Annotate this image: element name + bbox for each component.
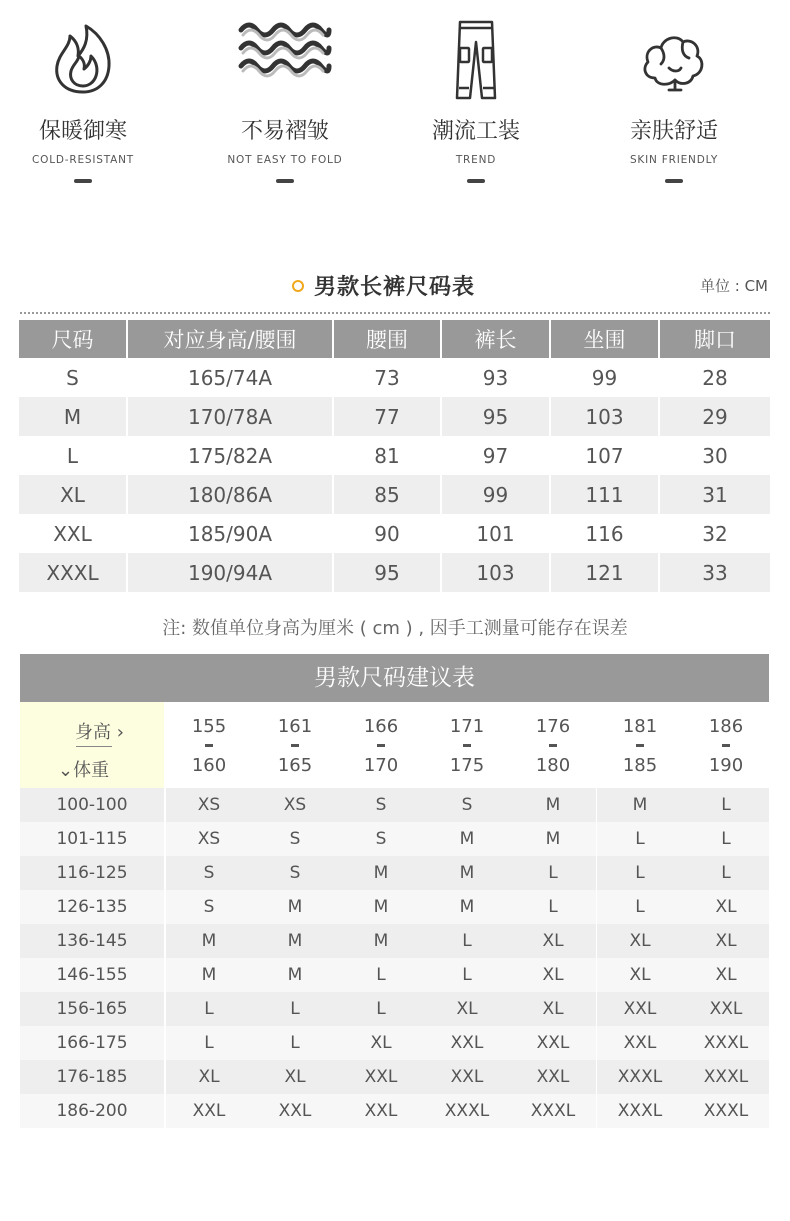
suggest-table-row bbox=[20, 924, 769, 958]
recommended-size-cell: XL bbox=[510, 958, 596, 992]
suggest-table bbox=[20, 702, 769, 1128]
feature-title: 不易褶皱 bbox=[240, 119, 329, 144]
size-table-cell: 111 bbox=[550, 475, 659, 514]
size-table-cell: 101 bbox=[441, 514, 550, 553]
suggest-table-row bbox=[20, 788, 769, 822]
recommended-size-cell: XL bbox=[424, 992, 510, 1026]
suggest-table-row bbox=[20, 1060, 769, 1094]
size-table-cell: 77 bbox=[333, 397, 441, 436]
weight-range-cell: 126-135 bbox=[20, 890, 164, 924]
size-table-row bbox=[19, 553, 770, 592]
header-size: 尺码 bbox=[19, 320, 127, 358]
recommended-size-cell: XL bbox=[338, 1026, 424, 1060]
recommended-size-cell: XXL bbox=[338, 1060, 424, 1094]
recommended-size-cell: L bbox=[510, 890, 596, 924]
size-table-cell: XXL bbox=[19, 514, 127, 553]
recommended-size-cell: XS bbox=[166, 788, 252, 822]
corner-divider bbox=[76, 746, 112, 747]
divider bbox=[467, 179, 485, 183]
height-range-to: 190 bbox=[708, 755, 744, 776]
range-dash bbox=[463, 744, 471, 747]
weight-range-cell: 146-155 bbox=[20, 958, 164, 992]
size-table-cell: 103 bbox=[441, 553, 550, 592]
recommended-size-cell: M bbox=[597, 788, 683, 822]
weight-range-cell: 186-200 bbox=[20, 1094, 164, 1128]
divider bbox=[665, 179, 683, 183]
recommended-size-cell: L bbox=[338, 958, 424, 992]
height-range-header bbox=[338, 702, 424, 788]
cotton-icon bbox=[639, 28, 709, 94]
recommended-size-cell: S bbox=[252, 822, 338, 856]
height-range-to: 175 bbox=[449, 755, 485, 776]
size-table-row bbox=[19, 475, 770, 514]
height-range-header bbox=[166, 702, 252, 788]
recommended-size-cell: M bbox=[424, 822, 510, 856]
height-range-header bbox=[424, 702, 510, 788]
size-table-cell: 31 bbox=[659, 475, 770, 514]
size-table-cell: 107 bbox=[550, 436, 659, 475]
header-length: 裤长 bbox=[441, 320, 550, 358]
feature-subtitle: TREND bbox=[455, 154, 497, 166]
recommended-size-cell: XXL bbox=[597, 1026, 683, 1060]
recommended-size-cell: XXL bbox=[166, 1094, 252, 1128]
recommended-size-cell: XXL bbox=[683, 992, 769, 1026]
range-dash bbox=[291, 744, 299, 747]
recommended-size-cell: XXXL bbox=[597, 1094, 683, 1128]
size-table-cell: 28 bbox=[659, 358, 770, 397]
recommended-size-cell: XXL bbox=[424, 1060, 510, 1094]
recommended-size-cell: M bbox=[338, 924, 424, 958]
range-dash bbox=[205, 744, 213, 747]
flame-icon bbox=[48, 20, 118, 96]
recommended-size-cell: XL bbox=[510, 992, 596, 1026]
recommended-size-cell: L bbox=[683, 856, 769, 890]
size-table-cell: 180/86A bbox=[127, 475, 333, 514]
size-table-cell: S bbox=[19, 358, 127, 397]
recommended-size-cell: XL bbox=[597, 958, 683, 992]
weight-range-cell: 156-165 bbox=[20, 992, 164, 1026]
size-table-cell: 103 bbox=[550, 397, 659, 436]
weight-range-cell: 176-185 bbox=[20, 1060, 164, 1094]
recommended-size-cell: XL bbox=[510, 924, 596, 958]
recommended-size-cell: S bbox=[424, 788, 510, 822]
height-range-to: 165 bbox=[277, 755, 313, 776]
recommended-size-cell: L bbox=[510, 856, 596, 890]
size-table-cell: 30 bbox=[659, 436, 770, 475]
recommended-size-cell: XXL bbox=[338, 1094, 424, 1128]
recommended-size-cell: XXL bbox=[510, 1060, 596, 1094]
size-table-cell: 95 bbox=[441, 397, 550, 436]
size-table-cell: 116 bbox=[550, 514, 659, 553]
suggest-table-row bbox=[20, 856, 769, 890]
size-table-cell: 33 bbox=[659, 553, 770, 592]
size-table-cell: 99 bbox=[441, 475, 550, 514]
feature-subtitle: COLD-RESISTANT bbox=[32, 154, 134, 166]
size-table-cell: 170/78A bbox=[127, 397, 333, 436]
suggest-table-row bbox=[20, 822, 769, 856]
suggest-table-row bbox=[20, 958, 769, 992]
size-table-row bbox=[19, 397, 770, 436]
suggest-table-row bbox=[20, 992, 769, 1026]
circle-bullet-icon bbox=[292, 280, 304, 292]
recommended-size-cell: XXL bbox=[510, 1026, 596, 1060]
suggest-table-title: 男款尺码建议表 bbox=[20, 654, 769, 702]
recommended-size-cell: L bbox=[166, 1026, 252, 1060]
recommended-size-cell: XL bbox=[683, 958, 769, 992]
height-range-header bbox=[597, 702, 683, 788]
cargo-pants-icon bbox=[454, 18, 498, 102]
dotted-divider bbox=[20, 312, 770, 314]
recommended-size-cell: L bbox=[252, 992, 338, 1026]
recommended-size-cell: M bbox=[252, 890, 338, 924]
weight-range-cell: 166-175 bbox=[20, 1026, 164, 1060]
size-table-row bbox=[19, 436, 770, 475]
corner-cell bbox=[20, 702, 164, 788]
height-range-to: 180 bbox=[535, 755, 571, 776]
recommended-size-cell: XL bbox=[252, 1060, 338, 1094]
size-table-row bbox=[19, 358, 770, 397]
size-table-cell: XL bbox=[19, 475, 127, 514]
header-leg-opening: 脚口 bbox=[659, 320, 770, 358]
feature-title: 保暖御寒 bbox=[38, 119, 127, 144]
weight-range-cell: 116-125 bbox=[20, 856, 164, 890]
recommended-size-cell: S bbox=[166, 856, 252, 890]
recommended-size-cell: XXXL bbox=[597, 1060, 683, 1094]
recommended-size-cell: M bbox=[424, 856, 510, 890]
recommended-size-cell: XL bbox=[683, 924, 769, 958]
height-range-header bbox=[510, 702, 596, 788]
size-table-cell: 190/94A bbox=[127, 553, 333, 592]
suggest-table-row bbox=[20, 1026, 769, 1060]
recommended-size-cell: M bbox=[166, 924, 252, 958]
size-table-header-row bbox=[19, 320, 770, 358]
recommended-size-cell: M bbox=[510, 788, 596, 822]
height-range-from: 186 bbox=[708, 716, 744, 737]
suggest-table-row bbox=[20, 890, 769, 924]
range-dash bbox=[636, 744, 644, 747]
size-table-cell: XXXL bbox=[19, 553, 127, 592]
feature-subtitle: SKIN FRIENDLY bbox=[629, 154, 719, 166]
recommended-size-cell: S bbox=[166, 890, 252, 924]
recommended-size-cell: XXXL bbox=[683, 1094, 769, 1128]
height-range-to: 170 bbox=[363, 755, 399, 776]
recommended-size-cell: XS bbox=[166, 822, 252, 856]
recommended-size-cell: XXXL bbox=[683, 1060, 769, 1094]
recommended-size-cell: M bbox=[166, 958, 252, 992]
size-table-cell: 121 bbox=[550, 553, 659, 592]
recommended-size-cell: XXXL bbox=[683, 1026, 769, 1060]
size-table-heading bbox=[0, 262, 790, 306]
range-dash bbox=[377, 744, 385, 747]
recommended-size-cell: L bbox=[683, 788, 769, 822]
recommended-size-cell: XL bbox=[166, 1060, 252, 1094]
feature-strip bbox=[0, 0, 790, 200]
unit-label: 单位 : CM bbox=[699, 277, 768, 295]
recommended-size-cell: XXXL bbox=[424, 1094, 510, 1128]
size-table-cell: 81 bbox=[333, 436, 441, 475]
recommended-size-cell: M bbox=[252, 924, 338, 958]
range-dash bbox=[549, 744, 557, 747]
recommended-size-cell: L bbox=[424, 958, 510, 992]
feature-title: 亲肤舒适 bbox=[629, 119, 718, 144]
size-table-cell: 165/74A bbox=[127, 358, 333, 397]
recommended-size-cell: XXL bbox=[597, 992, 683, 1026]
recommended-size-cell: L bbox=[683, 822, 769, 856]
size-table-cell: 73 bbox=[333, 358, 441, 397]
recommended-size-cell: XXL bbox=[252, 1094, 338, 1128]
divider bbox=[74, 179, 92, 183]
height-range-to: 160 bbox=[191, 755, 227, 776]
header-hip: 坐围 bbox=[550, 320, 659, 358]
recommended-size-cell: S bbox=[252, 856, 338, 890]
recommended-size-cell: XL bbox=[683, 890, 769, 924]
size-table-cell: 90 bbox=[333, 514, 441, 553]
recommended-size-cell: L bbox=[597, 856, 683, 890]
recommended-size-cell: M bbox=[338, 890, 424, 924]
weight-axis-label: ⌄体重 bbox=[58, 760, 110, 781]
size-table-cell: L bbox=[19, 436, 127, 475]
recommended-size-cell: L bbox=[166, 992, 252, 1026]
size-table-cell: 175/82A bbox=[127, 436, 333, 475]
size-table-cell: 99 bbox=[550, 358, 659, 397]
size-table-cell: 185/90A bbox=[127, 514, 333, 553]
height-range-header bbox=[683, 702, 769, 788]
height-range-from: 181 bbox=[622, 716, 658, 737]
height-range-from: 155 bbox=[191, 716, 227, 737]
size-table-cell: 95 bbox=[333, 553, 441, 592]
recommended-size-cell: S bbox=[338, 822, 424, 856]
recommended-size-cell: M bbox=[510, 822, 596, 856]
suggest-table-header bbox=[20, 702, 769, 788]
weight-range-cell: 101-115 bbox=[20, 822, 164, 856]
measurement-note: 注: 数值单位身高为厘米 ( cm ) , 因手工测量可能存在误差 bbox=[162, 618, 628, 639]
recommended-size-cell: M bbox=[252, 958, 338, 992]
size-table-cell: 32 bbox=[659, 514, 770, 553]
header-waist: 腰围 bbox=[333, 320, 441, 358]
feature-title: 潮流工装 bbox=[431, 119, 520, 144]
size-table-cell: 93 bbox=[441, 358, 550, 397]
wave-lines-icon bbox=[237, 20, 333, 86]
height-range-header bbox=[252, 702, 338, 788]
height-axis-label: 身高 › bbox=[75, 722, 124, 743]
size-table-cell: M bbox=[19, 397, 127, 436]
recommended-size-cell: L bbox=[597, 890, 683, 924]
recommended-size-cell: M bbox=[424, 890, 510, 924]
recommended-size-cell: L bbox=[338, 992, 424, 1026]
height-range-from: 176 bbox=[535, 716, 571, 737]
recommended-size-cell: XL bbox=[597, 924, 683, 958]
size-table-cell: 97 bbox=[441, 436, 550, 475]
weight-range-cell: 100-100 bbox=[20, 788, 164, 822]
height-range-from: 161 bbox=[277, 716, 313, 737]
size-table-title: 男款长裤尺码表 bbox=[314, 275, 476, 300]
recommended-size-cell: XXL bbox=[424, 1026, 510, 1060]
weight-range-cell: 136-145 bbox=[20, 924, 164, 958]
recommended-size-cell: L bbox=[597, 822, 683, 856]
recommended-size-cell: XXXL bbox=[510, 1094, 596, 1128]
recommended-size-cell: L bbox=[252, 1026, 338, 1060]
height-range-from: 171 bbox=[449, 716, 485, 737]
size-table-cell: 29 bbox=[659, 397, 770, 436]
range-dash bbox=[722, 744, 730, 747]
recommended-size-cell: S bbox=[338, 788, 424, 822]
height-range-from: 166 bbox=[363, 716, 399, 737]
size-table-cell: 85 bbox=[333, 475, 441, 514]
suggest-table-row bbox=[20, 1094, 769, 1128]
recommended-size-cell: M bbox=[338, 856, 424, 890]
feature-subtitle: NOT EASY TO FOLD bbox=[227, 154, 343, 166]
size-table-row bbox=[19, 514, 770, 553]
height-range-to: 185 bbox=[622, 755, 658, 776]
size-table bbox=[19, 320, 770, 592]
recommended-size-cell: XS bbox=[252, 788, 338, 822]
divider bbox=[276, 179, 294, 183]
recommended-size-cell: L bbox=[424, 924, 510, 958]
header-height-waist: 对应身高/腰围 bbox=[127, 320, 333, 358]
